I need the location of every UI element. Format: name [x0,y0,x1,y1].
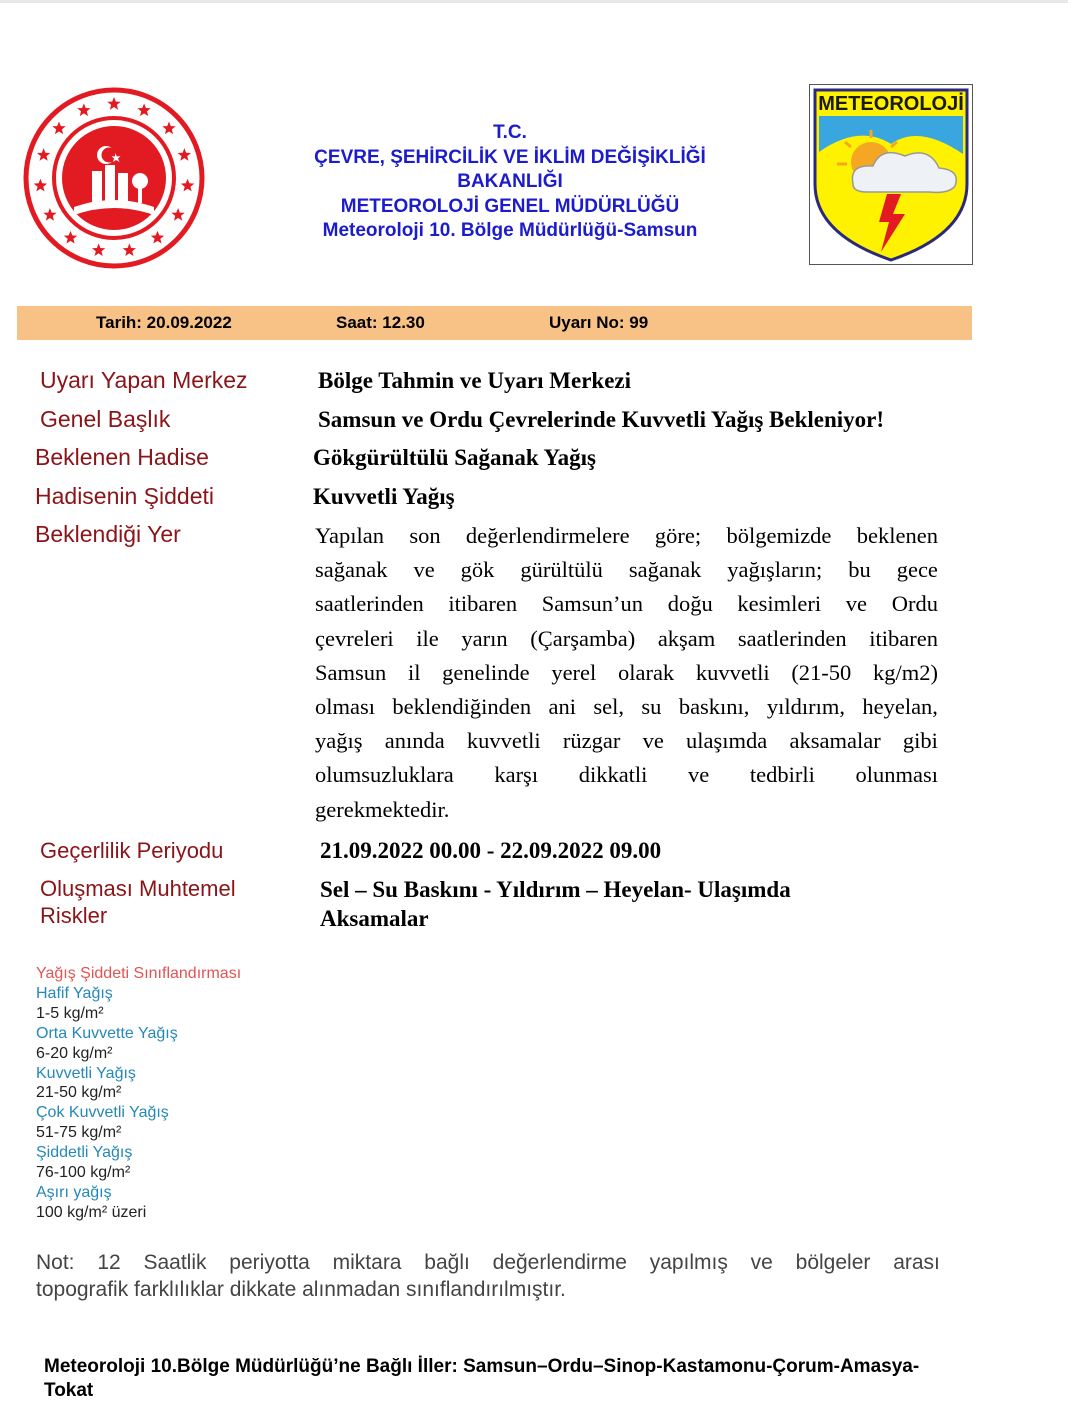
word: doğu [667,591,713,617]
word: Saatlik [143,1251,207,1274]
description-line [315,690,938,724]
word: (21-50 [791,659,852,685]
description-line [315,587,938,621]
severity-value: Kuvvetli Yağış [313,484,455,509]
word: ve [688,762,710,788]
word: gibi [902,728,938,754]
word: gök [460,557,495,583]
location-description [315,519,938,827]
word: akşam [657,625,716,651]
word: su [641,693,662,719]
title-value: Samsun ve Ordu Çevrelerinde Kuvvetli Yağış Bekleniyor! [318,407,885,432]
word: Samsun [315,659,387,685]
header-tc: T.C. [493,122,527,143]
word: olunması [855,762,938,788]
word: saatlerinden [315,591,424,617]
word: bu [848,557,871,583]
word: değerlendirmelere [465,523,630,548]
header-ministry-2: BAKANLIĞI [457,171,563,192]
center-value: Bölge Tahmin ve Uyarı Merkezi [318,368,632,393]
word: kesimleri [737,591,822,617]
meteoroloji-logo [809,84,973,265]
description-line [315,724,938,758]
word: ve [642,728,664,754]
word: itibaren [448,591,518,617]
word: gece [896,557,938,583]
word: son [409,523,441,548]
word: Samsun’un [541,591,644,617]
class-amount: 100 kg/m² üzeri [36,1203,147,1221]
word: kuvvetli [466,728,541,754]
word: baskını, [678,693,750,719]
word: yıldırım, [766,693,845,719]
class-amount: 76-100 kg/m² [36,1164,131,1182]
word: bölgemizde [726,523,832,548]
word: yağışların; [727,557,823,583]
word: kuvvetli [695,659,770,685]
word: beklendiğinden [392,693,532,719]
word: gürültülü [520,557,603,583]
word: sel, [593,693,625,719]
word: ve [845,591,868,617]
description-line [315,553,938,587]
header-block [230,121,790,244]
note-line1 [36,1249,940,1276]
description-line [315,622,938,656]
risk-value-line2: Aksamalar [320,906,429,931]
word: ve [413,557,435,583]
class-name: Kuvvetli Yağış [36,1064,136,1082]
footer-line1: Meteoroloji 10.Bölge Müdürlüğü’ne Bağlı İller: Samsun–Ordu–Sinop-Kastamonu-Çorum-Amasya- [44,1356,920,1377]
word: itibaren [869,625,938,651]
date-text: Tarih: 20.09.2022 [96,313,232,332]
word: kg/m2) [873,659,938,685]
class-amount: 51-75 kg/m² [36,1124,122,1142]
word: ani [548,693,576,719]
word: tedbirli [749,762,815,788]
center-label: Uyarı Yapan Merkez [40,367,248,393]
class-name: Orta Kuvvette Yağış [36,1024,178,1042]
event-value: Gökgürültülü Sağanak Yağış [313,445,596,470]
word: olması [315,693,375,719]
word: arası [893,1251,940,1274]
class-amount: 6-20 kg/m² [36,1044,113,1062]
word: saatlerinden [737,625,847,651]
word: yapılmış [649,1251,728,1274]
word: bağlı [424,1251,470,1274]
word: ulaşımda [686,728,768,754]
footer-provinces [44,1355,1044,1403]
word: sağanak [315,557,388,583]
location-label: Beklendiği Yer [35,521,181,547]
word: genelinde [442,659,530,685]
word: olumsuzluklara [315,762,454,788]
logo-text: METEOROLOJİ [818,93,964,115]
word: sağanak [628,557,702,583]
word: yağış [315,728,363,754]
classification-title: Yağış Şiddeti Sınıflandırması [36,965,242,982]
word: ve [750,1251,773,1274]
word: aksamalar [789,728,881,754]
risk-value-line1: Sel – Su Baskını - Yıldırım – Heyelan- Ulaşımda [320,877,791,902]
time-text: Saat: 12.30 [336,313,425,332]
period-label: Geçerlilik Periyodu [40,838,224,863]
description-line [315,656,938,690]
risk-label-line2: Riskler [40,903,108,928]
word: 12 [97,1251,121,1274]
word: yarın [461,625,508,651]
word: il [407,659,421,685]
word: beklenen [856,523,938,548]
header-directorate: METEOROLOJİ GENEL MÜDÜRLÜĞÜ [340,195,680,217]
word: ile [416,625,439,651]
word: göre; [654,523,702,548]
word: heyelan, [862,693,938,719]
class-name: Aşırı yağış [36,1183,112,1201]
word: periyotta [229,1251,310,1274]
description-line: gerekmektedir. [315,796,450,822]
word: Yapılan [315,523,384,548]
word: Not: [36,1251,75,1274]
word: (Çarşamba) [530,625,636,651]
class-name: Hafif Yağış [36,984,113,1002]
word: çevreleri [315,625,394,651]
top-divider [0,0,1068,3]
warning-number-text: Uyarı No: 99 [549,313,649,332]
event-label: Beklenen Hadise [35,444,209,470]
note-block [36,1249,940,1303]
ministry-logo [22,83,206,273]
risk-label-line1: Oluşması Muhtemel [40,876,236,901]
period-value: 21.09.2022 00.00 - 22.09.2022 09.00 [320,838,662,863]
word: bölgeler [795,1251,871,1274]
word: değerlendirme [492,1251,627,1274]
class-amount: 1-5 kg/m² [36,1004,104,1022]
word: Ordu [891,591,938,617]
date-bar [17,306,972,340]
intensity-classification [36,964,241,1223]
word: dikkatli [578,762,648,788]
note-line2: topografik farklılıklar dikkate alınmadan sınıflandırılmıştır. [36,1278,566,1301]
word: rüzgar [562,728,621,754]
class-name: Çok Kuvvetli Yağış [36,1104,169,1122]
header-ministry: ÇEVRE, ŞEHİRCİLİK VE İKLİM DEĞİŞİKLİĞİ [314,146,706,168]
description-line [315,758,938,792]
class-amount: 21-50 kg/m² [36,1084,122,1102]
class-name: Şiddetli Yağış [36,1144,133,1162]
title-label: Genel Başlık [40,406,171,432]
description-line [315,519,938,553]
footer-line2: Tokat [44,1380,94,1401]
word: anında [384,728,445,754]
word: miktara [332,1251,402,1274]
header-regional: Meteoroloji 10. Bölge Müdürlüğü-Samsun [322,220,698,241]
severity-label: Hadisenin Şiddeti [35,483,215,509]
word: karşı [494,762,539,788]
word: olarak [617,659,675,685]
word: yerel [551,659,597,685]
